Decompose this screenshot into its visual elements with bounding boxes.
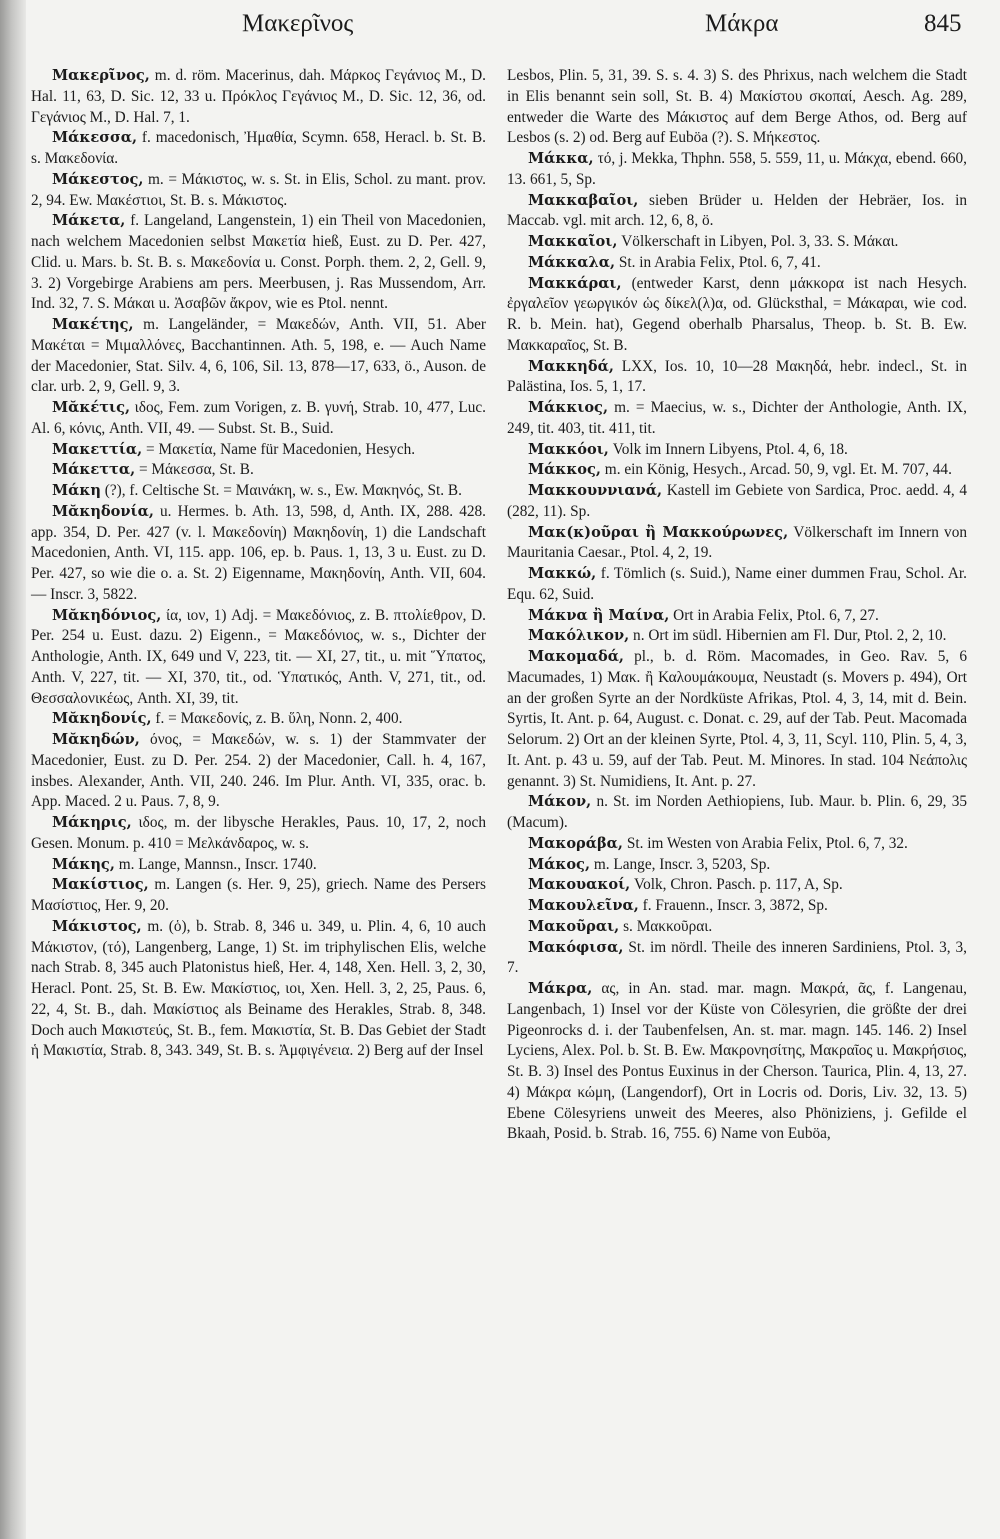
dictionary-entry xyxy=(31,460,486,481)
entry-text: s. Μακκοῦραι. xyxy=(619,917,713,935)
entry-text: LXX, Ios. 10, 10—28 Μακηδά, hebr. indecl., St. in Palästina, Ios. 5, 1, 17. xyxy=(507,357,967,396)
entry-headword: Μακκηδά, xyxy=(528,357,614,375)
entry-headword: Μάκη xyxy=(52,482,101,499)
entry-headword: Μακεττία, xyxy=(52,440,143,458)
entry-headword: Μακίστιος, xyxy=(52,876,149,894)
entry-text: m. (ὁ), b. Strab. 8, 346 u. 349, u. Plin. 4, 6, 10 auch Μάκιστον, (τό), Langenberg, Lange, 1) St. im triphylischen Elis, welche nach Strab. 8, 345 auch Platonistus hieß, Her. 4, 148, Xen. Hell. 3, 2, 30, Heracl. Pont. 25, St. B. Ew. Μακίστιος, ιοι, Xen. Hell. 3, 2, 25, Paus. 6, 22, 4, St. B., dah. Μακίστιος als Beiname des Herakles, Strab. 8, 348. Doch auch Μακιστεύς, St. B., fem. Μακιστία, St. B. Das Gebiet der Stadt ἡ Μακιστία, Strab. 8, 343. 349, St. B. s. Ἀμφιγένεια. 2) Berg auf der Insel xyxy=(31,917,486,1060)
dictionary-entry xyxy=(31,709,486,730)
entry-text: n. Ort im südl. Hibernien am Fl. Dur, Ptol. 2, 2, 10. xyxy=(629,627,947,645)
entry-headword: Μάκκα, xyxy=(528,150,594,167)
entry-text: Ort in Arabia Felix, Ptol. 6, 7, 27. xyxy=(669,606,879,624)
dictionary-entry xyxy=(507,875,967,896)
dictionary-entry xyxy=(31,440,486,461)
entry-headword: Μακκώ, xyxy=(528,565,597,582)
entry-text: m. = Μάκιστος, w. s. St. in Elis, Schol. zu mant. prov. 2, 94. Ew. Μακέστιοι, St. B. s. Μάκιστος. xyxy=(31,170,486,209)
dictionary-entry xyxy=(507,191,967,233)
entry-headword: Μᾰκηδονία, xyxy=(52,502,154,520)
entry-text: τό, j. Mekka, Thphn. 558, 5. 559, 11, u. Μάκχα, ebend. 660, 13. 661, 5, Sp. xyxy=(507,150,967,188)
entry-headword: Μάκηρις, xyxy=(52,814,132,831)
entry-headword: Μάκρα, xyxy=(528,980,593,997)
dictionary-entry xyxy=(507,606,967,627)
running-head-left: Μακερῖνος xyxy=(242,10,354,37)
dictionary-entry xyxy=(507,896,967,917)
entry-headword: Μάκος, xyxy=(528,855,591,873)
dictionary-entry xyxy=(31,730,486,813)
dictionary-entry xyxy=(507,149,967,191)
entry-headword: Μάκον, xyxy=(528,793,592,811)
entry-headword: Μάκεττα, xyxy=(52,461,136,479)
dictionary-entry xyxy=(507,564,967,606)
entry-headword: Μακκουννιανά, xyxy=(528,482,663,499)
dictionary-entry xyxy=(507,792,967,834)
entry-headword: Μακκαῖοι, xyxy=(528,233,618,250)
entry-text: f. = Μακεδονίς, z. B. ὕλη, Nonn. 2, 400. xyxy=(151,710,403,728)
dictionary-entry xyxy=(507,274,967,357)
book-gutter-shadow xyxy=(0,0,26,1539)
entry-text: u. Hermes. b. Ath. 13, 598, d, Anth. IX, 288. 428. app. 354, D. Per. 427 (v. l. Μακεδονίη) Μακηδονίη, 1) die Landschaft Macedonien, Anth. VI, 115. app. 106, ep. b. Paus. 1, 13, 3 u. Eust. zu D. Per. 427, so wie die o. a. St. 2) Eigenname, Μακηδονίη, Anth. VII, 604. — Inscr. 3, 5822. xyxy=(31,502,486,603)
entry-text: f. Langeland, Langenstein, 1) ein Theil von Macedonien, nach welchem Macedonien selbst Μακετία hieß, Eust. zu D. Per. 427, Clid. u. Mars. b. St. B. s. Μακεδονία u. Const. Porph. them. 2, 2, Gell. 9, 3. 2) Vorgebirge Arabiens am pers. Meerbusen, j. Ras Mussendom, Arr. Ind. 32, 7. S. Μάκαι u. Ἀσαβῶν ἄκρον, wie es Ptol. nennt. xyxy=(31,212,486,313)
dictionary-entry xyxy=(507,253,967,274)
entry-text: f. Tömlich (s. Suid.), Name einer dummen Frau, Schol. Ar. Equ. 62, Suid. xyxy=(507,565,967,603)
entry-text: m. Langen (s. Her. 9, 25), griech. Name des Persers Μασίστιος, Her. 9, 20. xyxy=(31,876,486,914)
dictionary-entry xyxy=(507,460,967,481)
dictionary-entry xyxy=(31,170,486,212)
dictionary-page xyxy=(28,0,986,1539)
dictionary-entry xyxy=(31,917,486,1062)
entry-text: ας, in An. stad. mar. magn. Μακρά, ᾶς, f. Langenau, Langenbach, 1) Insel vor der Küste von Cölesyrien, die größte der drei Pigeonrocks d. i. der Taubenfelsen, An. st. mar. magn. 145. 146. 2) Insel Lyciens, Alex. Pol. b. St. B. Ew. Μακρονησίτης, Μακραῖος u. Μακρήσιος, St. B. 3) Insel des Pontus Euxinus in der Cherson. Taurica, Plin. 4, 13, 27. 4) Μάκρα κώμη, (Langendorf), Ort in Locris od. Doris, Liv. 32, 13. 5) Ebene Cölesyriens unweit des Meeres, also Phöniziens, j. Gefilde el Bkaah, Posid. b. Strab. 16, 755. 6) Name von Euböa, xyxy=(507,980,967,1143)
entry-text: Volk im Innern Libyens, Ptol. 4, 6, 18. xyxy=(608,440,848,458)
dictionary-entry xyxy=(507,647,967,792)
running-head-right: Μάκρα xyxy=(705,10,779,37)
entry-text: m. d. röm. Macerinus, dah. Μάρκος Γεγάνιος Μ., D. Hal. 11, 63, D. Sic. 12, 33 u. Πρόκλος Γεγάνιος Μ., D. Sic. 12, 36, od. Γεγάνιος Μ., D. Hal. 7, 1. xyxy=(31,67,486,126)
entry-headword: Μάκης, xyxy=(52,855,115,873)
entry-text: f. Frauenn., Inscr. 3, 3872, Sp. xyxy=(638,897,828,914)
dictionary-entry xyxy=(31,855,486,876)
dictionary-entry xyxy=(507,855,967,876)
dictionary-entry xyxy=(31,606,486,710)
entry-headword: Μακκαβαῖοι, xyxy=(528,191,639,209)
entry-headword: Μάκεστος, xyxy=(52,170,144,188)
dictionary-entry xyxy=(507,440,967,461)
entry-text: n. St. im Norden Aethiopiens, Iub. Maur. b. Plin. 6, 29, 35 (Macum). xyxy=(507,793,967,831)
entry-text: ιδος, Fem. zum Vorigen, z. B. γυνή, Strab. 10, 477, Luc. Al. 6, κόνις, Anth. VII, 49. — Subst. St. B., Suid. xyxy=(31,399,486,437)
dictionary-entry xyxy=(507,626,967,647)
entry-text: Völkerschaft im Innern von Mauritania Caesar., Ptol. 4, 2, 19. xyxy=(507,523,967,562)
entry-headword: Μάκιστος, xyxy=(52,917,142,935)
dictionary-entry xyxy=(31,502,486,606)
dictionary-entry xyxy=(31,66,486,128)
dictionary-entry xyxy=(507,357,967,399)
entry-text: f. macedonisch, Ἠμαθία, Scymn. 658, Heracl. b. St. B. s. Μακεδονία. xyxy=(31,129,486,167)
entry-text: ιδος, m. der libysche Herakles, Paus. 10, 17, 2, noch Gesen. Monum. p. 410 = Μελκάνδαρος, w. s. xyxy=(31,814,486,852)
entry-text: (?), f. Celtische St. = Μαινάκη, w. s., Ew. Μακηνός, St. B. xyxy=(100,482,462,499)
dictionary-entry xyxy=(507,66,967,149)
entry-headword: Μάκκος, xyxy=(528,461,601,479)
entry-text: St. in Arabia Felix, Ptol. 6, 7, 41. xyxy=(615,253,821,271)
entry-text: m. = Maecius, w. s., Dichter der Anthologie, Anth. IX, 249, tit. 403, tit. 411, tit. xyxy=(507,399,967,437)
entry-headword: Μάκνα ἢ Μαίνα, xyxy=(528,606,670,624)
entry-headword: Μακέτης, xyxy=(52,316,134,333)
dictionary-entry xyxy=(31,875,486,917)
entry-text: Volk, Chron. Pasch. p. 117, A, Sp. xyxy=(630,876,843,894)
entry-headword: Μακοράβα, xyxy=(528,834,623,852)
entry-headword: Μακερῖνος, xyxy=(52,67,150,84)
dictionary-entry xyxy=(507,917,967,938)
entry-headword: Μάκκαλα, xyxy=(528,253,616,271)
dictionary-entry xyxy=(507,398,967,440)
entry-text: όνος, = Μακεδών, w. s. 1) der Stammvater der Macedonier, Eust. zu D. Per. 254. 2) der Macedonier, Call. h. 4, 167, insbes. Alexander, Anth. VII, 240. 246. Im Plur. Anth. VI, 335, orac. b. App. Maced. 2 u. Paus. 7, 8, 9. xyxy=(31,731,486,811)
page-number: 845 xyxy=(924,10,962,37)
entry-headword: Μακουακοί, xyxy=(528,876,631,894)
entry-text: = Μάκεσσα, St. B. xyxy=(135,461,254,479)
entry-text: St. im nördl. Theile des inneren Sardiniens, Ptol. 3, 3, 7. xyxy=(507,938,967,977)
dictionary-entry xyxy=(507,523,967,565)
entry-headword: Μᾰκηδονίς, xyxy=(52,710,152,728)
dictionary-entry xyxy=(31,128,486,170)
page-header xyxy=(28,10,986,50)
dictionary-entry xyxy=(507,979,967,1145)
entry-headword: Μᾰκηδών, xyxy=(52,731,140,748)
entry-headword: Μακκάραι, xyxy=(528,274,622,292)
dictionary-entry xyxy=(507,834,967,855)
entry-text: sieben Brüder u. Helden der Hebräer, Ios. in Maccab. vgl. mit arch. 12, 6, 8, ö. xyxy=(507,191,967,230)
entry-headword: Μακόφισα, xyxy=(528,938,624,956)
entry-text: ία, ιον, 1) Adj. = Μακεδόνιος, z. B. πτολίεθρον, D. Per. 254 u. Eust. dazu. 2) Eigenn., = Μακεδόνιος, w. s., Dichter der Anthologie, Anth. IX, 649 und V, 223, tit. — XI, 27, tit., u. mit Ὕπατος, Anth. V, 227, tit. — XI, 370, tit., od. Ὑπατικός, Anth. V, 271, tit., od. Θεσσαλονικέως, Anth. XI, 39, tit. xyxy=(31,606,486,707)
entry-text: m. Lange, Mannsn., Inscr. 1740. xyxy=(114,855,317,873)
entry-text: m. Lange, Inscr. 3, 5203, Sp. xyxy=(590,855,771,873)
entry-headword: Μακουλεῖνα, xyxy=(528,897,639,914)
entry-headword: Μακκόοι, xyxy=(528,440,609,458)
dictionary-entry xyxy=(31,398,486,440)
entry-text: Völkerschaft in Libyen, Pol. 3, 33. S. Μάκαι. xyxy=(617,233,899,250)
entry-headword: Μακομαδά, xyxy=(528,648,625,665)
dictionary-entry xyxy=(31,813,486,855)
entry-headword: Μάκεσσα, xyxy=(52,129,138,147)
dictionary-entry xyxy=(507,481,967,523)
entry-headword: Μακοῦραι, xyxy=(528,917,620,935)
entry-text: pl., b. d. Röm. Macomades, in Geo. Rav. 5, 6 Macumades, 1) Μακ. ἢ Καλουμάκουμα, Neustadt (s. Movers p. 494), Ort an der großen Syrte an der Nordküste Afrikas, Ptol. 4, 3, 14, mit d. Bein. Syrtis, It. Ant. p. 64, August. c. Donat. c. 29, auf der Tab. Peut. Macomada Selorum. 2) Ort an der kleinen Syrte, Ptol. 4, 3, 11, Scyl. 110, Plin. 5, 4, 3, It. Ant. p. 43 u. 59, auf der Tab. Peut. M. Minores. In stad. 104 Νεάπολις genannt. 3) St. Numidiens, It. Ant. p. 27. xyxy=(507,648,967,790)
dictionary-entry xyxy=(31,211,486,315)
entry-text: (entweder Karst, denn μάκκορα ist nach Hesych. ἐργαλεῖον γεωργικόν ὡς δίκελ(λ)α, od. Glücksthal, = Μάκαραι, wie cod. R. b. Mein. hat), Gegend oberhalb Pharsalus, Theop. b. St. B. Ew. Μακκαραῖος, St. B. xyxy=(507,274,967,354)
entry-headword: Μακόλικον, xyxy=(528,627,630,645)
entry-headword: Μᾰκέτις, xyxy=(52,399,131,416)
entry-headword: Μᾰκηδόνιος, xyxy=(52,606,162,624)
dictionary-entry xyxy=(31,481,486,502)
left-column xyxy=(31,66,486,1062)
entry-text: = Μακετία, Name für Macedonien, Hesych. xyxy=(142,440,416,458)
entry-text: St. im Westen von Arabia Felix, Ptol. 6, 7, 32. xyxy=(623,834,908,852)
right-column xyxy=(507,66,967,1145)
entry-text: m. ein König, Hesych., Arcad. 50, 9, vgl. Et. M. 707, 44. xyxy=(600,461,952,479)
dictionary-entry xyxy=(507,232,967,253)
entry-headword: Μάκετα, xyxy=(52,212,126,230)
entry-headword: Μάκκιος, xyxy=(528,399,609,416)
entry-text: Lesbos, Plin. 5, 31, 39. S. s. 4. 3) S. des Phrixus, nach welchem die Stadt in Elis benannt sein soll, St. B. 4) Μακίστου σκοπαί, Aesch. Ag. 289, entweder die Warte des Μάκιστος auf dem Berge Athos, od. Berg auf Lesbos (s. 2) od. Berg auf Euböa (?). S. Μήκεστος. xyxy=(507,67,967,147)
entry-headword: Μακ(κ)οῦραι ἢ Μακκούρωνες, xyxy=(528,523,789,541)
entry-text: m. Langeländer, = Μακεδών, Anth. VII, 51. Aber Μακέται = Μιμαλλόνες, Bacchantinnen. Ath. 5, 198, e. — Auch Name der Macedonier, Stat. Silv. 4, 6, 106, Sil. 13, 878—17, 633, ö., Auson. de clar. urb. 2, 9, Gell. 9, 3. xyxy=(31,316,486,396)
dictionary-entry xyxy=(507,938,967,980)
dictionary-entry xyxy=(31,315,486,398)
entry-text: Kastell im Gebiete von Sardica, Proc. aedd. 4, 4 (282, 11). Sp. xyxy=(507,482,967,520)
